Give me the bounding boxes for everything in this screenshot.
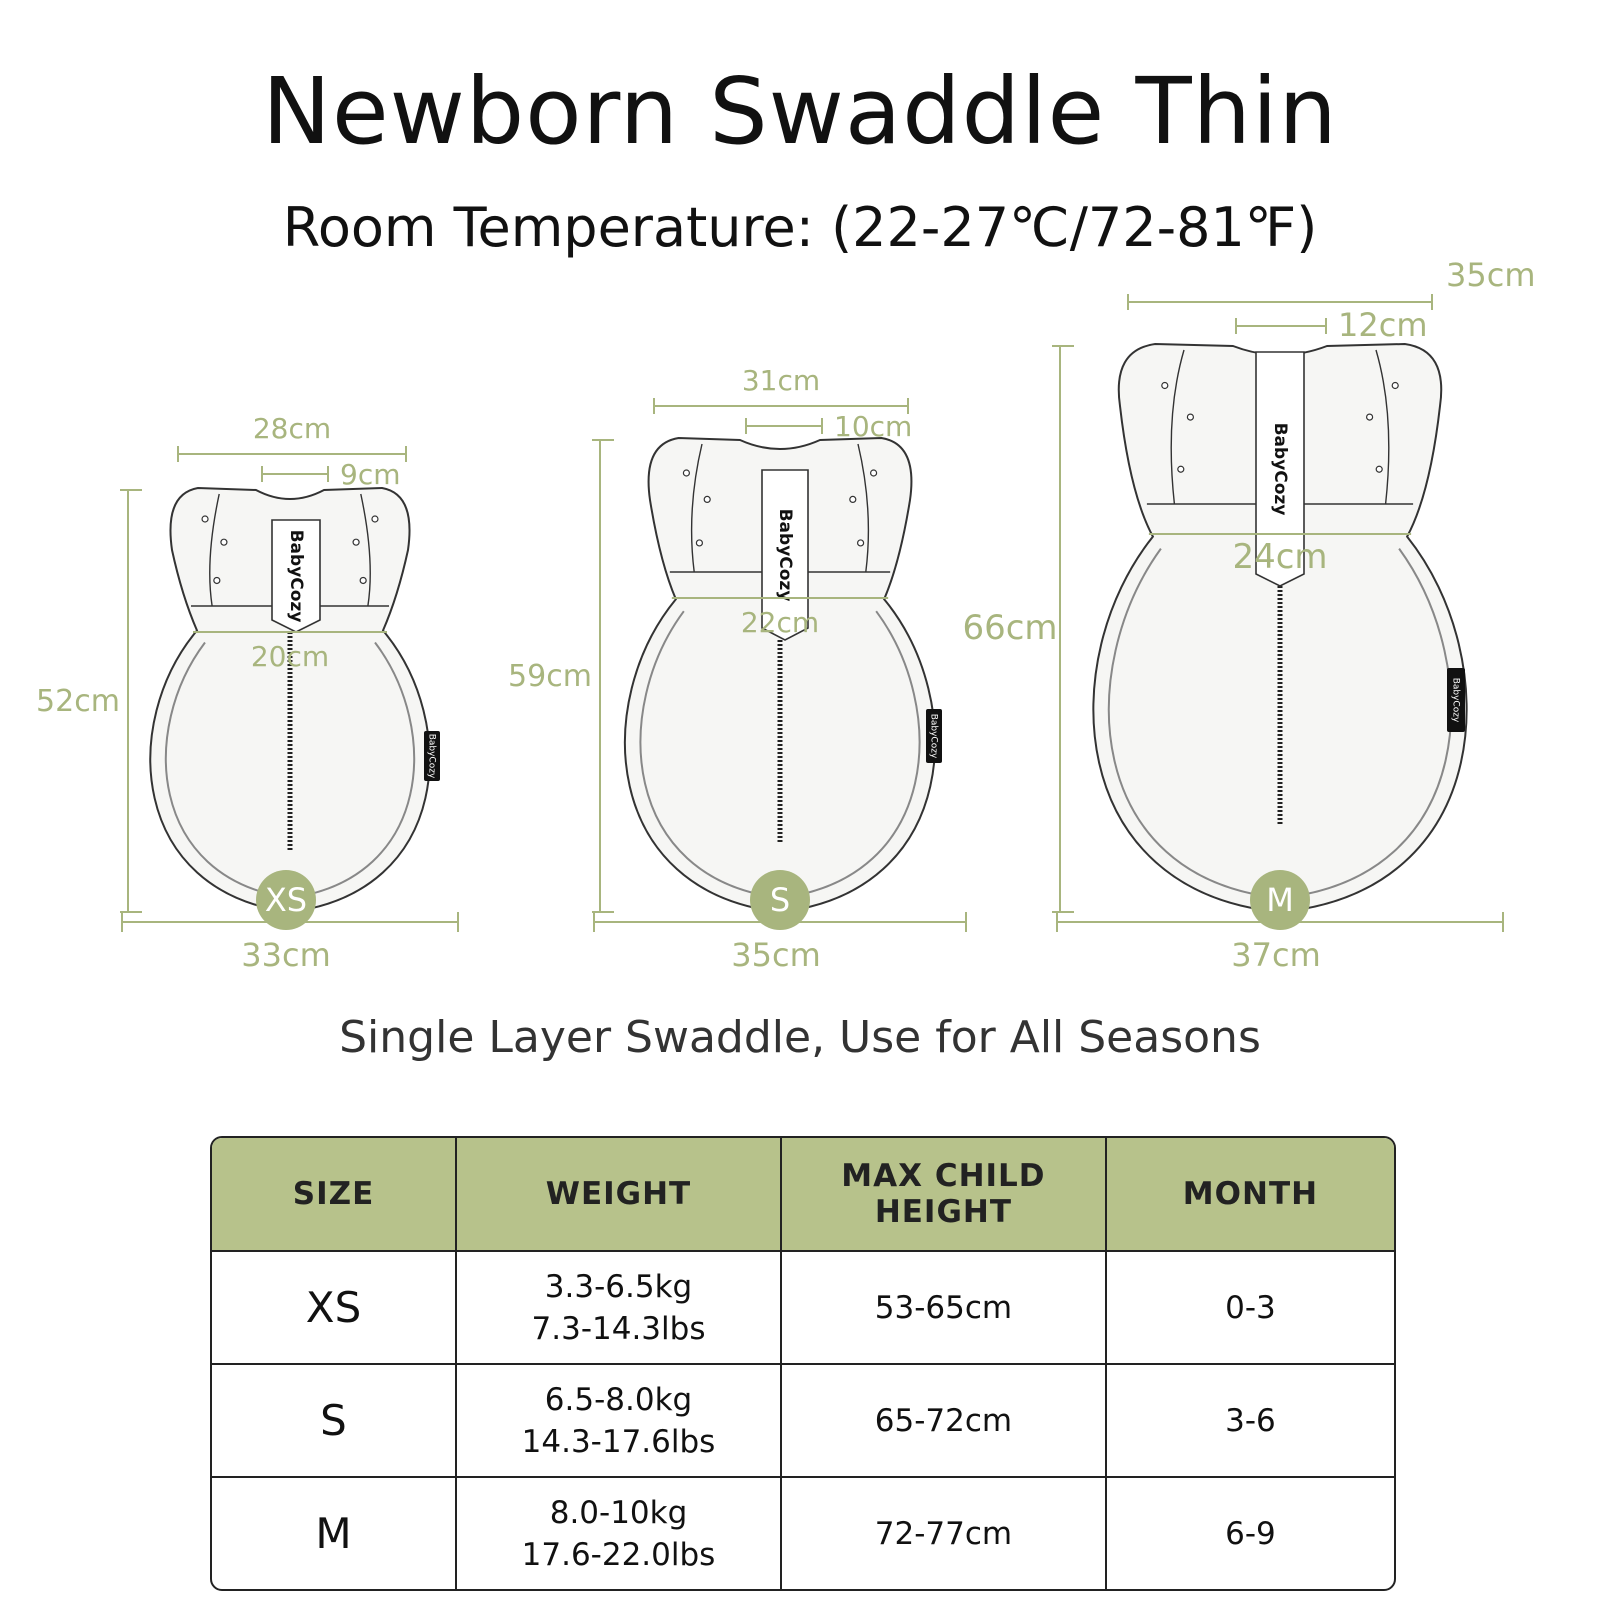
header-max-child-line: MAX CHILD xyxy=(841,1158,1046,1194)
snap-dot xyxy=(858,540,864,546)
side-label-text: BabyCozy xyxy=(1450,677,1461,723)
height-label: 66cm xyxy=(962,608,1058,648)
snap-dot xyxy=(850,496,856,502)
cell-weight-lbs: 7.3-14.3lbs xyxy=(531,1310,706,1347)
height-label: 59cm xyxy=(508,659,592,694)
neck-width-label: 12cm xyxy=(1338,306,1428,344)
side-label-text: BabyCozy xyxy=(928,713,939,759)
snap-dot xyxy=(1178,466,1184,472)
cell-weight xyxy=(457,1252,782,1365)
brand-tab-label: BabyCozy xyxy=(286,529,306,623)
side-label-text: BabyCozy xyxy=(426,733,437,779)
cell-weight-kg: 3.3-6.5kg xyxy=(544,1268,693,1305)
snap-dot xyxy=(871,470,877,476)
chest-width-label: 22cm xyxy=(740,606,820,639)
cell-weight-kg: 8.0-10kg xyxy=(549,1494,688,1531)
top-width-label: 28cm xyxy=(252,412,332,445)
chest-width-label: 20cm xyxy=(250,640,330,673)
cell-size: M xyxy=(212,1478,457,1589)
garment-s xyxy=(508,364,966,974)
header-month: MONTH xyxy=(1107,1138,1394,1252)
cell-month: 0-3 xyxy=(1107,1252,1394,1365)
table-row xyxy=(212,1252,1394,1365)
snap-dot xyxy=(214,577,220,583)
cell-weight xyxy=(457,1365,782,1478)
header-max-child-height xyxy=(782,1138,1107,1252)
size-badge-label: M xyxy=(1266,881,1294,919)
snap-dot xyxy=(683,470,689,476)
snap-dot xyxy=(353,539,359,545)
cell-weight-lbs: 14.3-17.6lbs xyxy=(521,1423,716,1460)
snap-dot xyxy=(360,577,366,583)
top-width-label: 31cm xyxy=(741,364,821,397)
bottom-width-label: 37cm xyxy=(1231,936,1321,974)
snap-dot xyxy=(202,516,208,522)
table-row xyxy=(212,1478,1394,1589)
cell-month: 6-9 xyxy=(1225,1515,1276,1552)
cell-size: S xyxy=(212,1365,457,1478)
snap-dot xyxy=(221,539,227,545)
snap-dot xyxy=(696,540,702,546)
chest-width-label: 24cm xyxy=(1232,537,1328,577)
garment-m xyxy=(962,256,1535,974)
header-weight: WEIGHT xyxy=(457,1138,782,1252)
table-header-row xyxy=(212,1138,1394,1252)
snap-dot xyxy=(1376,466,1382,472)
cell-height: 53-65cm xyxy=(782,1252,1107,1365)
snap-dot xyxy=(704,496,710,502)
header-height-line: HEIGHT xyxy=(874,1194,1013,1230)
snap-dot xyxy=(372,516,378,522)
table-row xyxy=(212,1365,1394,1478)
snap-dot xyxy=(1367,414,1373,420)
top-width-label: 35cm xyxy=(1446,256,1536,294)
bottom-width-label: 33cm xyxy=(241,936,331,974)
neck-width-label: 9cm xyxy=(340,458,401,491)
size-badge-label: S xyxy=(769,881,791,919)
brand-tab-label: BabyCozy xyxy=(775,508,795,602)
cell-weight-kg: 6.5-8.0kg xyxy=(544,1381,693,1418)
neck-width-label: 10cm xyxy=(834,410,913,443)
size-badge-label: XS xyxy=(264,881,308,919)
cell-height: 72-77cm xyxy=(782,1478,1107,1589)
tagline: Single Layer Swaddle, Use for All Seasons xyxy=(339,1012,1261,1063)
cell-weight xyxy=(457,1478,782,1589)
cell-weight-lbs: 17.6-22.0lbs xyxy=(521,1536,716,1573)
room-temperature-subtitle: Room Temperature: (22-27℃/72-81℉) xyxy=(282,196,1318,259)
cell-height: 65-72cm xyxy=(782,1365,1107,1478)
page-title: Newborn Swaddle Thin xyxy=(262,58,1338,165)
snap-dot xyxy=(1392,383,1398,389)
garment-xs xyxy=(36,412,458,974)
brand-tab-label: BabyCozy xyxy=(1270,422,1290,516)
bottom-width-label: 35cm xyxy=(731,936,821,974)
cell-size: XS xyxy=(212,1252,457,1365)
height-label: 52cm xyxy=(36,684,120,719)
header-size: SIZE xyxy=(212,1138,457,1252)
snap-dot xyxy=(1162,383,1168,389)
cell-month: 3-6 xyxy=(1107,1365,1394,1478)
size-chart-table xyxy=(210,1136,1396,1591)
snap-dot xyxy=(1187,414,1193,420)
